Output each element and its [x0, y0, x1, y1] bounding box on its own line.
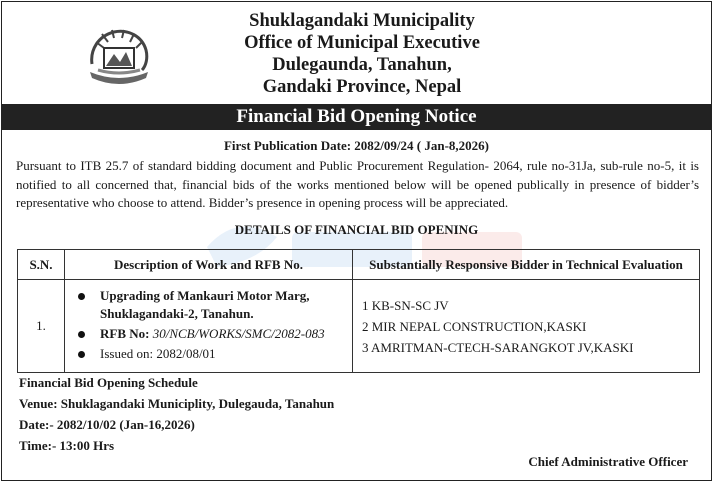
issued-date: Issued on: 2082/08/01 — [100, 346, 216, 361]
schedule-section — [19, 372, 334, 456]
details-heading: DETAILS OF FINANCIAL BID OPENING — [234, 222, 479, 237]
schedule-title: Financial Bid Opening Schedule — [19, 375, 198, 390]
list-item — [74, 325, 347, 343]
org-line: Gandaki Province, Nepal — [262, 77, 462, 97]
rfb-label: RFB No: — [100, 326, 150, 341]
bidder-list — [354, 289, 698, 364]
org-line: Dulegaunda, Tanahun, — [272, 55, 452, 75]
rfb-number: 30/NCB/WORKS/SMC/2082-083 — [152, 326, 325, 341]
list-item — [74, 287, 347, 323]
column-header-sn: S.N. — [18, 250, 65, 280]
notice-body: Pursuant to ITB 25.7 of standard bidding document and Public Procurement Regulation- 2064, rule no-31Ja, sub-rule no-5, it is notified to all concerned that, financial bids of the works mentioned below will be opened publically in presence of bidder’s representative who choose to attend. Bidder’s presence in opening process will be appreciated. — [16, 158, 699, 210]
bullet-icon — [78, 293, 85, 300]
bidder-item: 2 MIR NEPAL CONSTRUCTION,KASKI — [362, 318, 587, 334]
bullet-icon — [78, 331, 85, 338]
org-line: Office of Municipal Executive — [244, 33, 480, 53]
municipal-seal-icon — [84, 22, 154, 92]
bullet-icon — [78, 351, 85, 358]
bidder-item: 3 AMRITMAN-CTECH-SARANGKOT JV,KASKI — [362, 339, 634, 355]
description-list — [66, 281, 351, 371]
org-line: Shuklagandaki Municipality — [249, 11, 475, 31]
letterhead — [2, 2, 711, 104]
row-description — [65, 280, 353, 373]
row-bidders — [353, 280, 700, 373]
publication-date: First Publication Date: 2082/09/24 ( Jan-8,2026) — [223, 138, 490, 153]
schedule-venue: Venue: Shuklagandaki Municiplity, Dulegauda, Tanahun — [19, 396, 335, 411]
schedule-time: Time:- 13:00 Hrs — [19, 438, 115, 453]
schedule-date: Date:- 2082/10/02 (Jan-16,2026) — [19, 417, 195, 432]
bidder-item: 1 KB-SN-SC JV — [362, 297, 449, 313]
list-item — [74, 345, 347, 363]
column-header-bidder: Substantially Responsive Bidder in Technical Evaluation — [353, 250, 700, 280]
bid-table — [17, 249, 700, 373]
organization-name — [182, 10, 542, 98]
signatory: Chief Administrative Officer — [528, 454, 688, 469]
table-row — [18, 280, 700, 373]
table-header-row — [18, 250, 700, 280]
column-header-description: Description of Work and RFB No. — [65, 250, 353, 280]
row-sn: 1. — [18, 280, 65, 373]
notice-title: Financial Bid Opening Notice — [2, 104, 711, 130]
work-name: Upgrading of Mankauri Motor Marg, Shuklagandaki-2, Tanahun. — [100, 288, 310, 321]
notice-page — [1, 1, 712, 481]
